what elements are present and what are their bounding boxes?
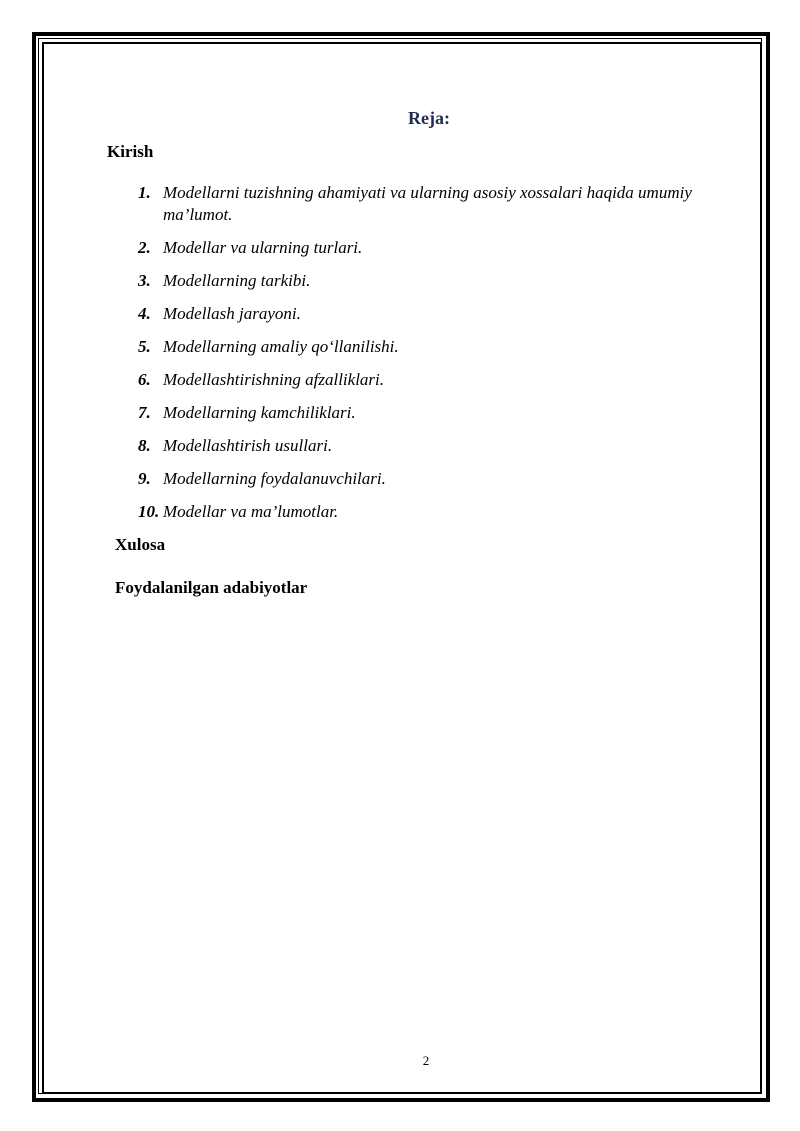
plan-item-number: 2.: [138, 238, 151, 257]
plan-item-text: Modellar va ularning turlari.: [163, 238, 363, 257]
plan-item: [138, 369, 753, 391]
plan-item: [138, 303, 753, 325]
plan-item: [138, 270, 753, 292]
plan-item-number: 8.: [138, 436, 151, 455]
plan-item-text: Modellashtirishning afzalliklari.: [163, 370, 385, 389]
plan-item-text: Modellash jarayoni.: [163, 304, 301, 323]
plan-item: [138, 336, 753, 358]
conclusion-heading: Xulosa: [115, 535, 166, 554]
plan-item-number: 4.: [138, 304, 151, 323]
plan-item-number: 3.: [138, 271, 151, 290]
plan-item-number: 1.: [138, 183, 151, 202]
page-number: 2: [422, 1053, 430, 1068]
plan-item: [138, 402, 753, 424]
plan-item-text: Modellashtirish usullari.: [163, 436, 333, 455]
plan-item-text: Modellarning amaliy qo‘llanilishi.: [163, 337, 399, 356]
plan-item-number: 9.: [138, 469, 151, 488]
plan-item: [138, 468, 753, 490]
plan-item-text: Modellarning kamchiliklari.: [163, 403, 356, 422]
plan-list: [138, 182, 753, 534]
plan-item: [138, 501, 753, 523]
plan-item: [138, 435, 753, 457]
plan-item-number: 7.: [138, 403, 151, 422]
plan-item-number: 5.: [138, 337, 151, 356]
plan-item-number: 6.: [138, 370, 151, 389]
intro-heading: Kirish: [107, 142, 154, 161]
plan-item-text: Modellarni tuzishning ahamiyati va ularning asosiy xossalari haqida umumiy ma’lumot.: [163, 183, 692, 224]
references-heading: Foydalanilgan adabiyotlar: [115, 578, 308, 597]
plan-item-text: Modellarning tarkibi.: [163, 271, 311, 290]
plan-item-text: Modellarning foydalanuvchilari.: [163, 469, 386, 488]
page-title: Reja:: [408, 108, 450, 128]
plan-item-text: Modellar va ma’lumotlar.: [163, 502, 339, 521]
plan-item-number: 10.: [138, 502, 160, 521]
plan-item: [138, 182, 753, 226]
plan-item: [138, 237, 753, 259]
